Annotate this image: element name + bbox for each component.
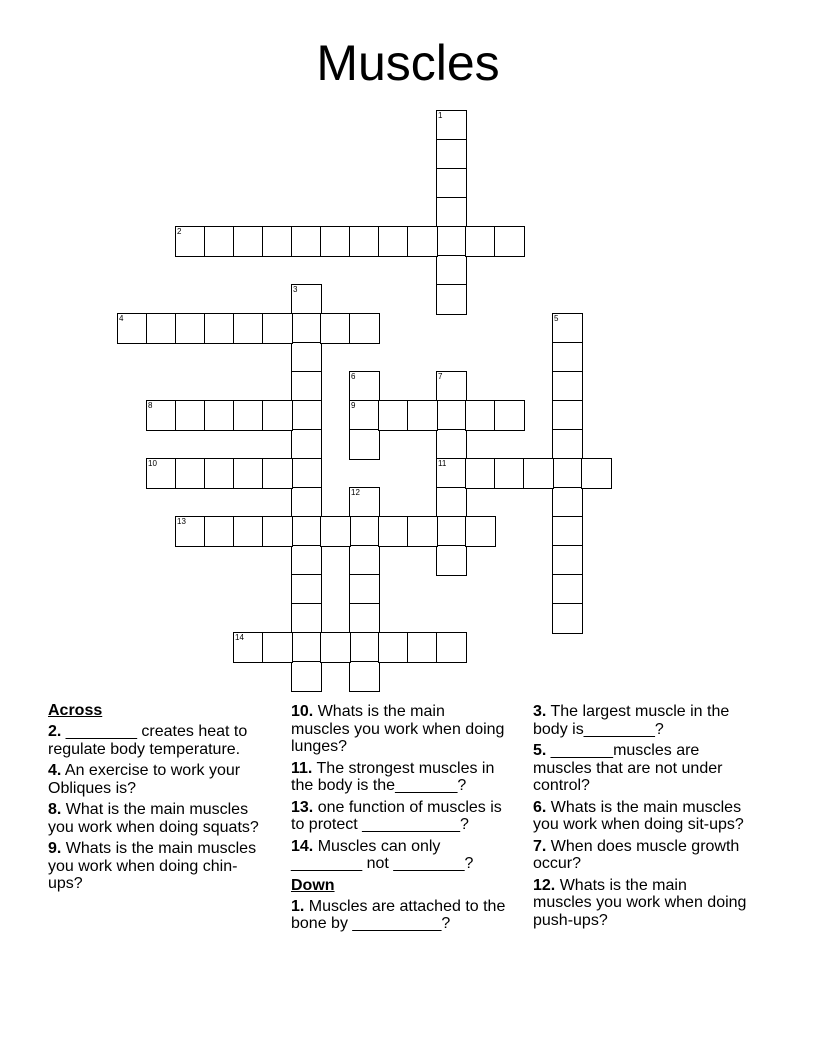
clue-text: one function of muscles is to protect ___________? [291, 798, 502, 833]
clue-text: The largest muscle in the body is________? [533, 703, 730, 738]
across-heading: Across [48, 702, 103, 719]
grid-cell[interactable] [233, 458, 264, 489]
grid-cell[interactable] [465, 400, 496, 431]
clue-down [533, 838, 748, 873]
clue-number-label: 7. [533, 837, 547, 855]
clue-text: ________ creates heat to regulate body temperature. [48, 723, 248, 758]
grid-cell[interactable] [146, 400, 177, 431]
grid-cell[interactable] [233, 400, 264, 431]
clue-number-label: 9. [48, 840, 62, 857]
clue-number-label: 5. [533, 742, 547, 759]
grid-cell[interactable] [204, 313, 235, 344]
clue-number-label: 11. [291, 759, 313, 777]
grid-cell[interactable] [175, 458, 206, 489]
clue-down [533, 877, 748, 930]
grid-cell[interactable] [291, 226, 322, 257]
grid-cell[interactable] [436, 458, 467, 489]
grid-cell[interactable] [204, 400, 235, 431]
grid-cell[interactable] [407, 400, 438, 431]
grid-cell[interactable] [291, 545, 322, 576]
grid-cell[interactable] [262, 313, 293, 344]
clue-number: 11 [438, 459, 447, 468]
clue-down [533, 703, 748, 738]
grid-cell[interactable] [146, 458, 177, 489]
grid-cell[interactable] [349, 574, 380, 605]
grid-cell[interactable] [494, 400, 525, 431]
clue-across [291, 760, 506, 795]
grid-cell[interactable] [552, 313, 583, 344]
clue-number: 13 [177, 517, 186, 526]
grid-cell[interactable] [349, 371, 380, 402]
clue-number-label: 14. [291, 837, 314, 855]
clue-text: The strongest muscles in the body is the_______? [291, 759, 495, 794]
clue-number: 1 [438, 111, 443, 120]
grid-cell[interactable] [552, 516, 583, 547]
grid-cell[interactable] [349, 226, 380, 257]
clue-number-label: 12. [533, 876, 556, 894]
grid-cell[interactable] [436, 139, 467, 170]
clue-across [291, 703, 506, 756]
grid-cell[interactable] [262, 458, 293, 489]
grid-cell[interactable] [349, 516, 380, 547]
grid-cell[interactable] [291, 516, 322, 547]
grid-cell[interactable] [436, 371, 467, 402]
clue-number: 4 [119, 314, 124, 323]
grid-cell[interactable] [436, 110, 467, 141]
grid-cell[interactable] [291, 284, 322, 315]
clue-number-label: 8. [48, 801, 62, 818]
clue-text: Whats is the main muscles you work when doing lunges? [291, 703, 505, 755]
clue-text: Muscles are attached to the bone by __________? [291, 897, 506, 932]
grid-cell[interactable] [349, 487, 380, 518]
grid-cell[interactable] [407, 226, 438, 257]
grid-cell[interactable] [262, 516, 293, 547]
clue-down [291, 898, 506, 933]
grid-cell[interactable] [436, 226, 467, 257]
clue-number: 12 [351, 488, 360, 497]
grid-cell[interactable] [262, 400, 293, 431]
clue-number-label: 3. [533, 703, 547, 720]
grid-cell[interactable] [552, 400, 583, 431]
clue-number-label: 1. [291, 897, 305, 915]
clue-across [48, 840, 263, 893]
grid-cell[interactable] [204, 516, 235, 547]
grid-cell[interactable] [233, 226, 264, 257]
grid-cell[interactable] [494, 458, 525, 489]
clue-number-label: 4. [48, 762, 62, 779]
grid-cell[interactable] [378, 632, 409, 663]
grid-cell[interactable] [291, 603, 322, 634]
grid-cell[interactable] [436, 545, 467, 576]
grid-cell[interactable] [320, 313, 351, 344]
grid-cell[interactable] [552, 487, 583, 518]
grid-cell[interactable] [349, 545, 380, 576]
clue-across [291, 838, 506, 873]
page-title: Muscles [316, 35, 500, 91]
grid-cell[interactable] [291, 313, 322, 344]
grid-cell[interactable] [175, 313, 206, 344]
clue-number-label: 10. [291, 703, 314, 720]
grid-cell[interactable] [378, 516, 409, 547]
grid-cell[interactable] [465, 458, 496, 489]
grid-cell[interactable] [465, 516, 496, 547]
grid-cell[interactable] [349, 400, 380, 431]
down-heading: Down [291, 876, 335, 894]
clue-number: 7 [438, 372, 443, 381]
grid-cell[interactable] [262, 226, 293, 257]
grid-cell[interactable] [262, 632, 293, 663]
grid-cell[interactable] [436, 487, 467, 518]
grid-cell[interactable] [552, 371, 583, 402]
grid-cell[interactable] [291, 661, 322, 692]
clue-number: 3 [293, 285, 298, 294]
grid-cell[interactable] [523, 458, 554, 489]
grid-cell[interactable] [291, 429, 322, 460]
grid-cell[interactable] [436, 429, 467, 460]
grid-cell[interactable] [320, 226, 351, 257]
grid-cell[interactable] [291, 632, 322, 663]
clue-down [533, 799, 748, 834]
grid-cell[interactable] [146, 313, 177, 344]
clue-number: 2 [177, 227, 182, 236]
clue-text: Whats is the main muscles you work when doing sit-ups? [533, 798, 744, 833]
clue-number-label: 13. [291, 798, 314, 816]
grid-cell[interactable] [320, 632, 351, 663]
clue-number: 6 [351, 372, 356, 381]
clue-text: An exercise to work your Obliques is? [48, 762, 241, 797]
grid-cell[interactable] [320, 516, 351, 547]
grid-cell[interactable] [117, 313, 148, 344]
grid-cell[interactable] [436, 255, 467, 286]
grid-cell[interactable] [552, 574, 583, 605]
grid-cell[interactable] [378, 400, 409, 431]
clue-across [48, 801, 263, 836]
grid-cell[interactable] [204, 226, 235, 257]
grid-cell[interactable] [175, 400, 206, 431]
clues-column-1 [48, 702, 263, 897]
grid-cell[interactable] [552, 429, 583, 460]
grid-cell[interactable] [291, 342, 322, 373]
clue-number: 9 [351, 401, 356, 410]
grid-cell[interactable] [291, 458, 322, 489]
grid-cell[interactable] [349, 429, 380, 460]
grid-cell[interactable] [349, 313, 380, 344]
grid-cell[interactable] [552, 545, 583, 576]
clue-number: 14 [235, 633, 244, 642]
grid-cell[interactable] [436, 197, 467, 228]
grid-cell[interactable] [291, 487, 322, 518]
clue-text: Whats is the main muscles you work when doing chin-ups? [48, 840, 257, 892]
grid-cell[interactable] [175, 516, 206, 547]
grid-cell[interactable] [436, 632, 467, 663]
grid-cell[interactable] [291, 400, 322, 431]
grid-cell[interactable] [233, 632, 264, 663]
grid-cell[interactable] [465, 226, 496, 257]
clue-number: 5 [554, 314, 559, 323]
clues-column-3 [533, 703, 748, 933]
grid-cell[interactable] [349, 603, 380, 634]
grid-cell[interactable] [175, 226, 206, 257]
grid-cell[interactable] [436, 516, 467, 547]
grid-cell[interactable] [436, 168, 467, 199]
clue-across [48, 762, 263, 797]
grid-cell[interactable] [494, 226, 525, 257]
grid-cell[interactable] [552, 342, 583, 373]
clue-text: When does muscle growth occur? [533, 837, 740, 872]
clue-number-label: 6. [533, 798, 547, 816]
grid-cell[interactable] [436, 284, 467, 315]
clue-text: _______muscles are muscles that are not under control? [533, 742, 723, 794]
grid-cell[interactable] [407, 516, 438, 547]
clue-across [48, 723, 263, 758]
clue-number: 8 [148, 401, 153, 410]
clues-column-2 [291, 703, 506, 937]
clue-number: 10 [148, 459, 157, 468]
grid-cell[interactable] [552, 603, 583, 634]
grid-cell[interactable] [436, 400, 467, 431]
clue-text: What is the main muscles you work when doing squats? [48, 801, 259, 836]
clue-across [291, 799, 506, 834]
grid-cell[interactable] [204, 458, 235, 489]
grid-cell[interactable] [233, 516, 264, 547]
clue-text: Whats is the main muscles you work when doing push-ups? [533, 876, 747, 929]
clue-text: Muscles can only ________ not ________? [291, 837, 474, 872]
grid-cell[interactable] [378, 226, 409, 257]
grid-cell[interactable] [552, 458, 583, 489]
grid-cell[interactable] [291, 574, 322, 605]
grid-cell[interactable] [349, 661, 380, 692]
clue-down [533, 742, 748, 795]
grid-cell[interactable] [233, 313, 264, 344]
grid-cell[interactable] [349, 632, 380, 663]
grid-cell[interactable] [581, 458, 612, 489]
grid-cell[interactable] [291, 371, 322, 402]
grid-cell[interactable] [407, 632, 438, 663]
clue-number-label: 2. [48, 723, 62, 740]
